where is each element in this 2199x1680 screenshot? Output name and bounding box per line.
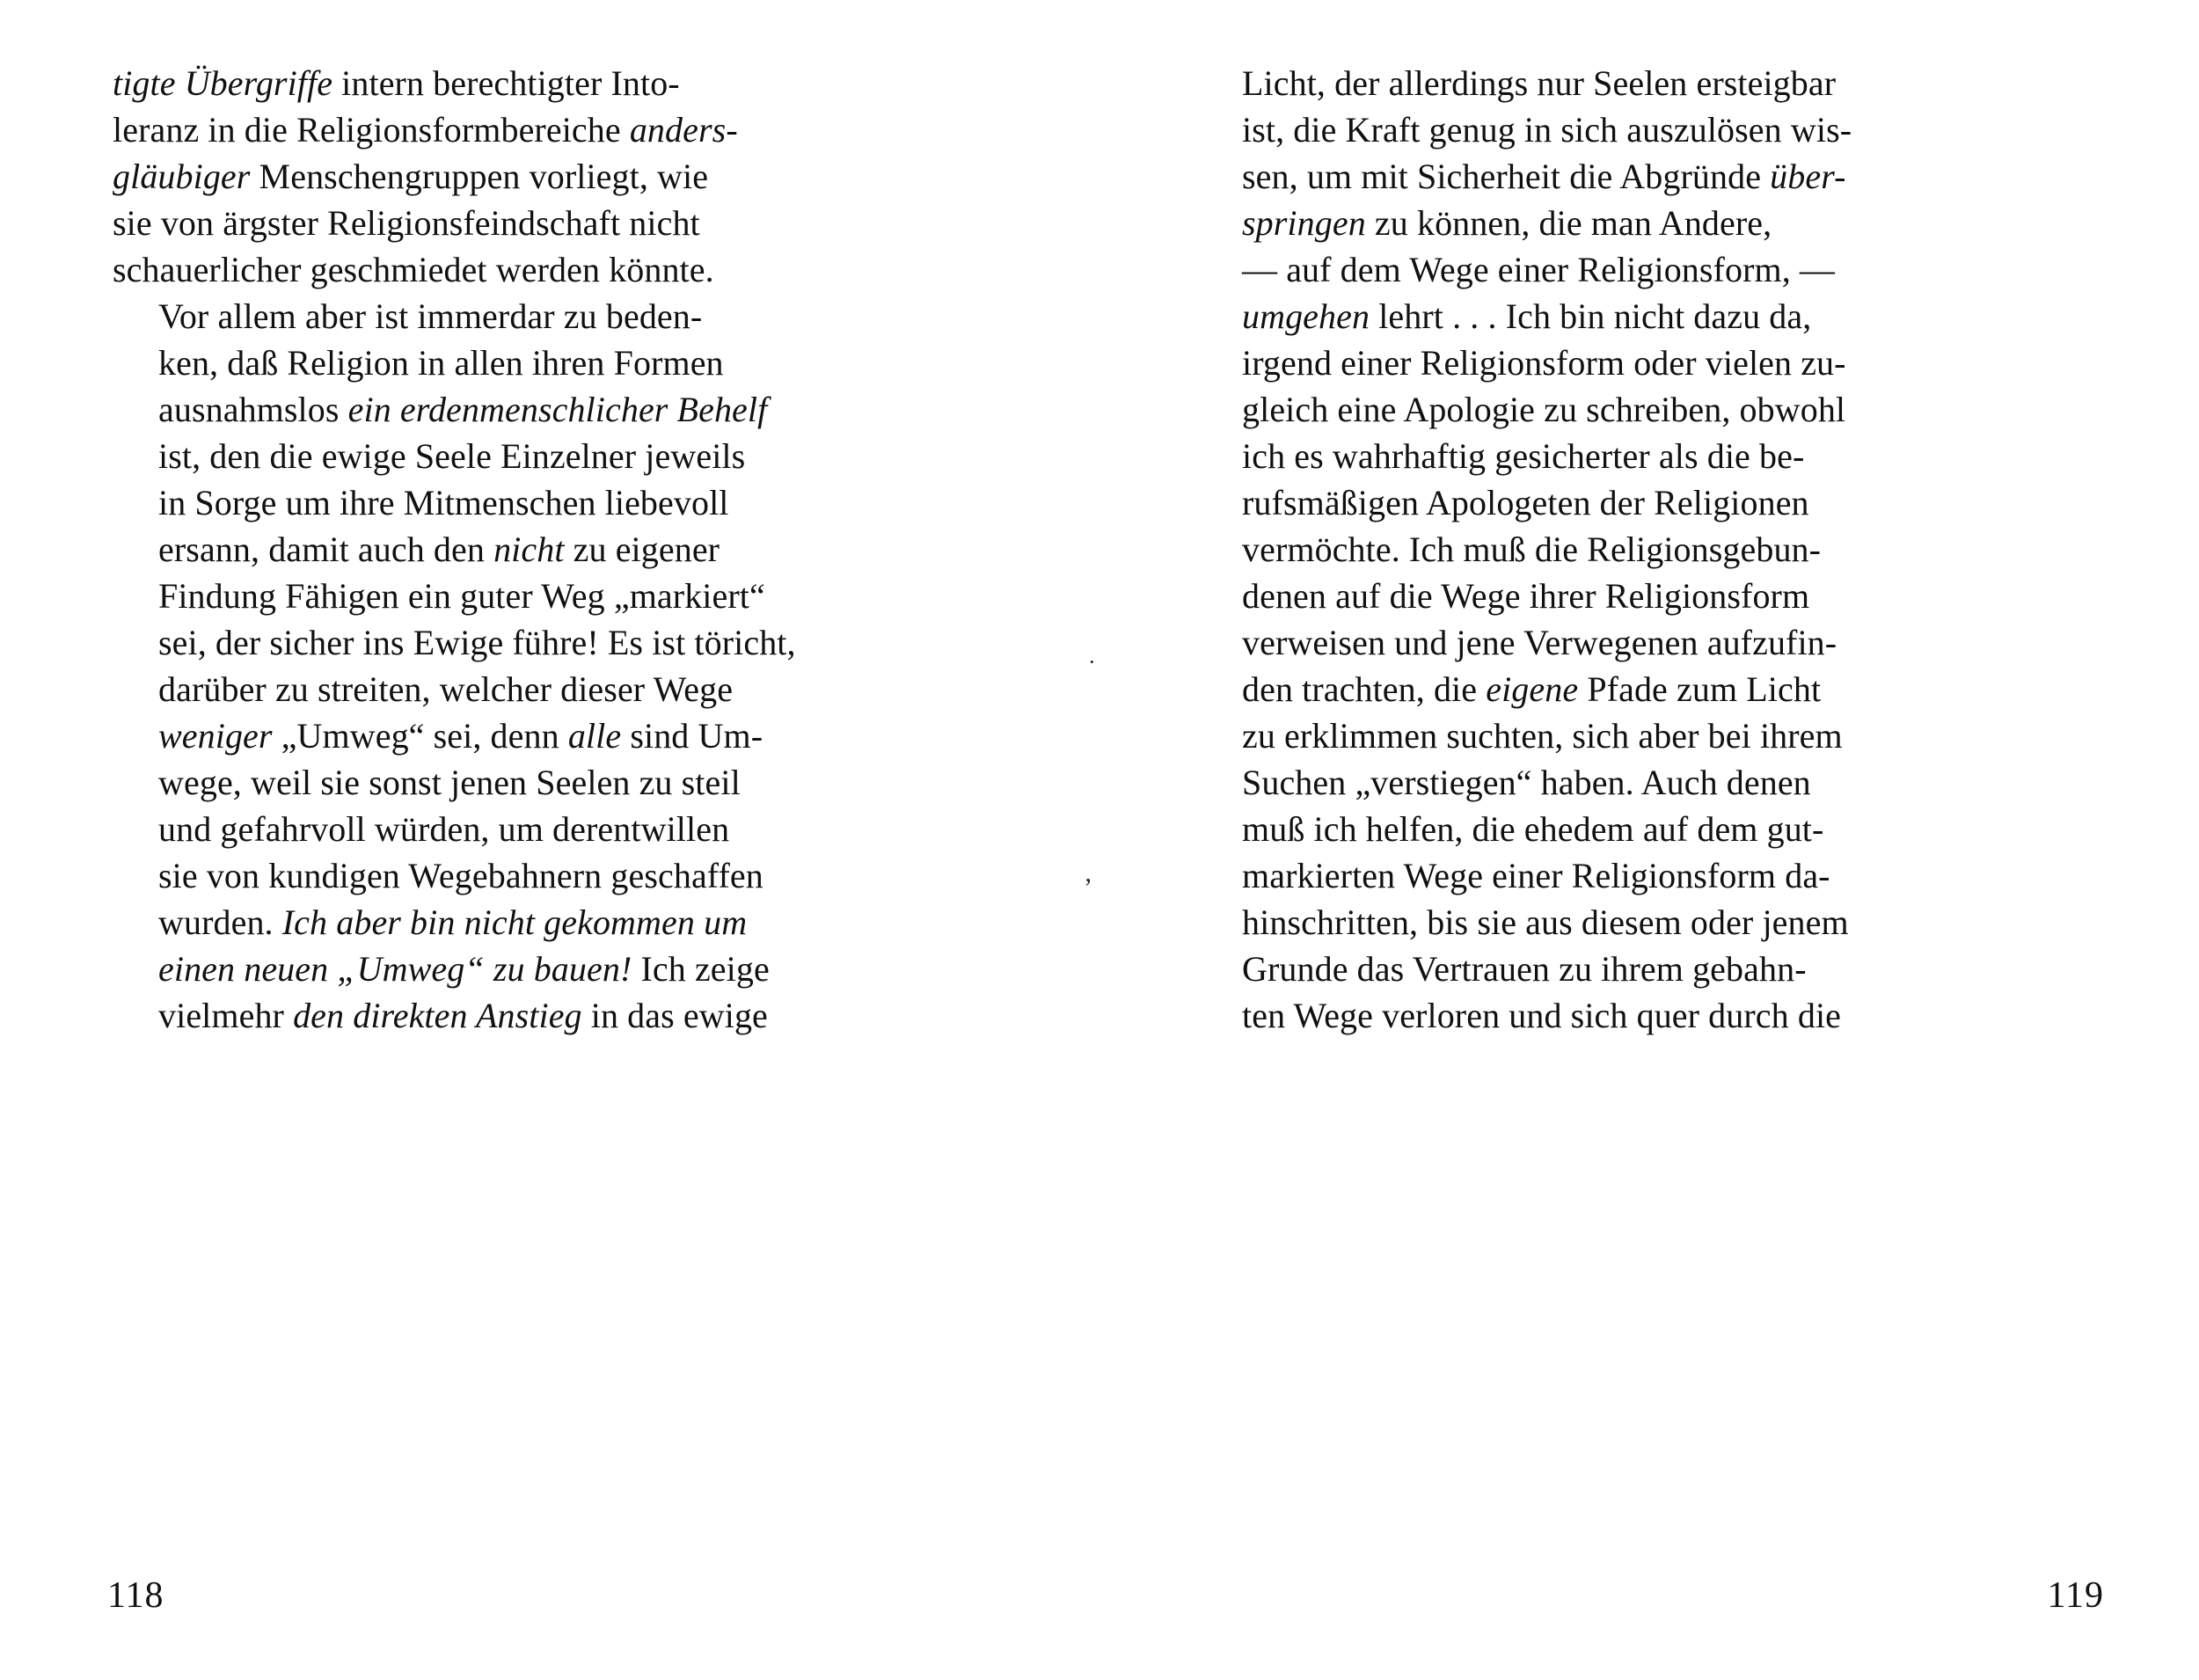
text-run: sen, um mit Sicherheit die Abgründe bbox=[1242, 157, 1771, 196]
text-run-italic: anders- bbox=[629, 110, 738, 150]
text-run: in das ewige bbox=[581, 996, 768, 1035]
page-left-text-block bbox=[113, 60, 975, 1039]
text-run: Licht, der allerdings nur Seelen ersteigbar bbox=[1242, 63, 1837, 103]
text-run-italic: weniger bbox=[158, 716, 273, 756]
text-line bbox=[1242, 386, 2122, 433]
text-run: verweisen und jene Verwegenen aufzufin- bbox=[1242, 623, 1837, 662]
text-run-italic: über- bbox=[1770, 157, 1846, 196]
text-line bbox=[113, 479, 975, 526]
text-run: Ich zeige bbox=[632, 949, 770, 989]
text-run: zu erklimmen suchten, sich aber bei ihrem bbox=[1242, 716, 1843, 756]
text-run: ken, daß Religion in allen ihren Formen bbox=[158, 343, 724, 383]
text-run: muß ich helfen, die ehedem auf dem gut- bbox=[1242, 809, 1824, 849]
paragraph-second bbox=[113, 293, 975, 1039]
text-line bbox=[1242, 526, 2122, 573]
text-run: wege, weil sie sonst jenen Seelen zu steil bbox=[158, 763, 741, 802]
text-line bbox=[113, 619, 975, 666]
text-run: denen auf die Wege ihrer Religionsform bbox=[1242, 576, 1810, 616]
folio-right: 119 bbox=[2047, 1575, 2104, 1616]
text-line bbox=[1242, 293, 2122, 340]
text-run: Findung Fähigen ein guter Weg „markiert“ bbox=[158, 576, 765, 616]
text-run: sie von ärgster Religionsfeindschaft nicht bbox=[113, 203, 700, 243]
text-run: Grunde das Vertrauen zu ihrem gebahn- bbox=[1242, 949, 1807, 989]
text-line bbox=[113, 200, 975, 246]
text-run: schauerlicher geschmiedet werden könnte. bbox=[113, 250, 714, 289]
text-run: ersann, damit auch den bbox=[158, 530, 494, 569]
text-run: leranz in die Religionsformbereiche bbox=[113, 110, 630, 150]
text-run: ausnahmslos bbox=[158, 390, 348, 429]
text-line bbox=[113, 106, 975, 153]
text-run: rufsmäßigen Apologeten der Religionen bbox=[1242, 483, 1809, 522]
text-run-italic: springen bbox=[1242, 203, 1366, 243]
text-run: lehrt . . . Ich bin nicht dazu da, bbox=[1370, 296, 1812, 336]
paragraph-continued-right bbox=[1242, 60, 2122, 1039]
text-run-italic: tigte Übergriffe bbox=[113, 63, 333, 103]
text-line bbox=[113, 526, 975, 573]
gutter-mark-upper: · bbox=[1088, 649, 1096, 675]
folio-left: 118 bbox=[107, 1575, 164, 1616]
text-run: und gefahrvoll würden, um derentwillen bbox=[158, 809, 730, 849]
text-line bbox=[113, 899, 975, 946]
text-line bbox=[1242, 246, 2122, 293]
text-run: den trachten, die bbox=[1242, 669, 1487, 709]
text-line bbox=[113, 433, 975, 479]
text-line bbox=[1242, 60, 2122, 106]
text-run: zu eigener bbox=[564, 530, 720, 569]
text-run: hinschritten, bis sie aus diesem oder jenem bbox=[1242, 902, 1849, 942]
text-run-italic: den direkten Anstieg bbox=[293, 996, 582, 1035]
text-line bbox=[1242, 619, 2122, 666]
text-line bbox=[113, 246, 975, 293]
text-run: ist, die Kraft genug in sich auszulösen wis- bbox=[1242, 110, 1852, 150]
text-run: vermöchte. Ich muß die Religionsgebun- bbox=[1242, 530, 1822, 569]
text-line bbox=[1242, 712, 2122, 759]
text-run-italic: ein erdenmenschlicher Behelf bbox=[347, 390, 768, 429]
text-line bbox=[1242, 992, 2122, 1039]
text-line bbox=[113, 712, 975, 759]
text-run: ten Wege verloren und sich quer durch die bbox=[1242, 996, 1842, 1035]
text-run: ich es wahrhaftig gesicherter als die be- bbox=[1242, 436, 1805, 476]
text-run-italic: einen neuen „Umweg“ zu bauen! bbox=[158, 949, 632, 989]
text-run: vielmehr bbox=[158, 996, 294, 1035]
text-run: wurden. bbox=[158, 902, 282, 942]
text-run: in Sorge um ihre Mitmenschen liebevoll bbox=[158, 483, 729, 522]
text-line bbox=[113, 666, 975, 712]
text-run: zu können, die man Andere, bbox=[1365, 203, 1772, 243]
text-run: ist, den die ewige Seele Einzelner jeweils bbox=[158, 436, 746, 476]
text-line bbox=[1242, 573, 2122, 619]
text-run: Pfade zum Licht bbox=[1578, 669, 1822, 709]
text-run-italic: nicht bbox=[493, 530, 565, 569]
text-line bbox=[1242, 479, 2122, 526]
text-run: irgend einer Religionsform oder vielen zu- bbox=[1242, 343, 1846, 383]
text-line bbox=[1242, 666, 2122, 712]
text-run: gleich eine Apologie zu schreiben, obwohl bbox=[1242, 390, 1846, 429]
text-run: sei, der sicher ins Ewige führe! Es ist töricht, bbox=[158, 623, 796, 662]
text-line bbox=[113, 573, 975, 619]
text-run-italic: Ich aber bin nicht gekommen um bbox=[281, 902, 748, 942]
text-line bbox=[113, 153, 975, 200]
text-line bbox=[1242, 946, 2122, 992]
text-line bbox=[1242, 433, 2122, 479]
paragraph-continued bbox=[113, 60, 975, 293]
text-line bbox=[1242, 153, 2122, 200]
text-line bbox=[1242, 806, 2122, 852]
text-run-italic: alle bbox=[567, 716, 622, 756]
text-line bbox=[113, 992, 975, 1039]
text-run: intern berechtigter Into- bbox=[332, 63, 680, 103]
text-line bbox=[1242, 200, 2122, 246]
text-line bbox=[113, 852, 975, 899]
text-line bbox=[113, 946, 975, 992]
text-run: sind Um- bbox=[621, 716, 763, 756]
text-line bbox=[1242, 340, 2122, 386]
page-right bbox=[1100, 0, 2199, 1680]
text-line bbox=[113, 60, 975, 106]
gutter-mark-lower: ʼ bbox=[1084, 873, 1092, 902]
text-run: Suchen „verstiegen“ haben. Auch denen bbox=[1242, 763, 1811, 802]
text-line bbox=[113, 340, 975, 386]
text-run: darüber zu streiten, welcher dieser Wege bbox=[158, 669, 734, 709]
text-run-italic: gläubiger bbox=[113, 157, 251, 196]
text-line bbox=[1242, 106, 2122, 153]
text-line bbox=[1242, 852, 2122, 899]
text-line bbox=[113, 806, 975, 852]
text-line bbox=[113, 386, 975, 433]
text-line bbox=[113, 759, 975, 806]
text-line bbox=[1242, 899, 2122, 946]
text-run: Menschengruppen vorliegt, wie bbox=[250, 157, 709, 196]
text-line bbox=[1242, 759, 2122, 806]
text-run: „Umweg“ sei, denn bbox=[272, 716, 568, 756]
text-line bbox=[113, 293, 975, 340]
text-run: Vor allem aber ist immerdar zu beden- bbox=[158, 296, 703, 336]
text-run: sie von kundigen Wegebahnern geschaffen bbox=[158, 856, 763, 895]
text-run-italic: eigene bbox=[1486, 669, 1579, 709]
text-run: markierten Wege einer Religionsform da- bbox=[1242, 856, 1830, 895]
text-run-italic: umgehen bbox=[1242, 296, 1370, 336]
page-right-text-block bbox=[1242, 60, 2122, 1039]
text-run: — auf dem Wege einer Religionsform, — bbox=[1242, 250, 1836, 289]
